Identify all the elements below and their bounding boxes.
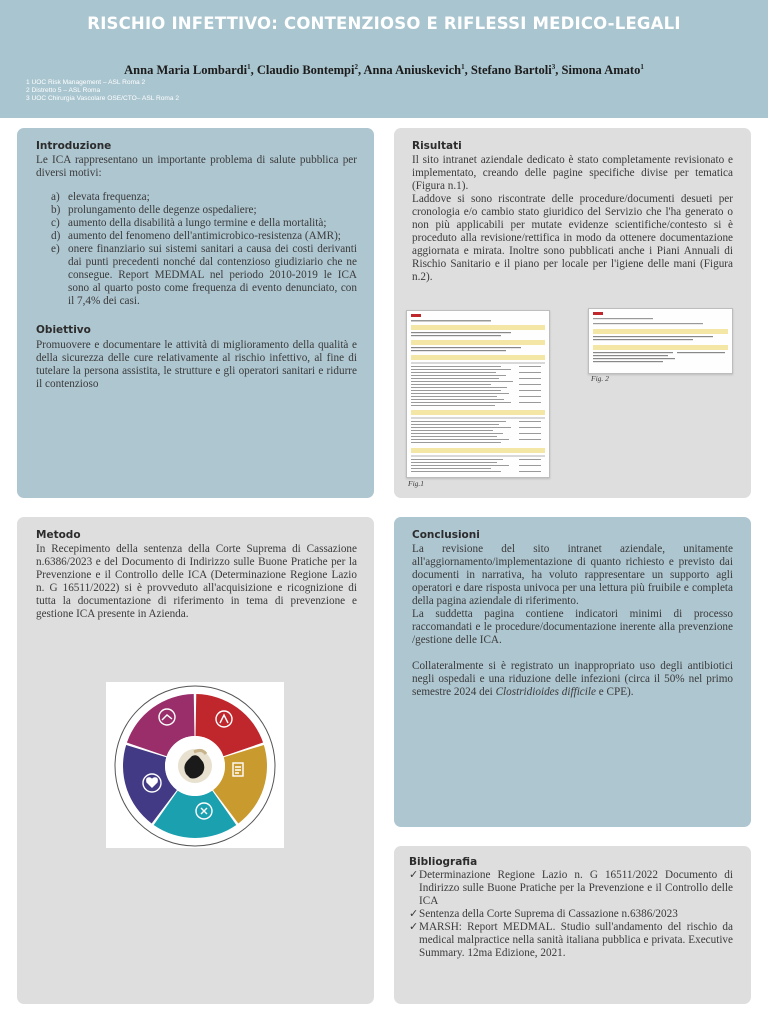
figure-2-caption: Fig. 2 xyxy=(591,374,609,383)
intro-list-item: b) prolungamento delle degenze ospedaliere; xyxy=(51,204,257,216)
intro-list-item: d) aumento del fenomeno dell'antimicrobico-resistenza (AMR); xyxy=(51,230,341,242)
risultati-panel xyxy=(394,128,751,498)
figure-1-page xyxy=(407,311,549,477)
ica-prevention-wheel xyxy=(106,682,284,848)
bibliografia-panel xyxy=(394,846,751,1004)
obiettivo-heading: Obiettivo xyxy=(36,324,91,336)
reference-item: ✓ MARSH: Report MEDMAL. Studio sull'andamento del rischio da medical malpractice nella sanità italiana pubblica e privata. Executive Summary. 12ma Edizione, 2021. xyxy=(409,921,733,959)
figure-1-caption: Fig.1 xyxy=(408,479,425,488)
affiliation-1: 1 UOC Risk Management – ASL Roma 2 xyxy=(26,79,146,86)
author-2: Claudio Bontempi$^2$, xyxy=(256,63,364,78)
conclusioni-text-2: Collateralmente si è registrato un inappropriato uso degli antibiotici negli ospedali e una riduzione delle infezioni (circa il 50% nel primo semestre 2024 dei Clostridioides difficile e CPE). xyxy=(412,660,733,698)
reference-item: ✓ Determinazione Regione Lazio n. G 16511/2022 Documento di Indirizzo sulle Buone Pratiche per la Prevenzione e il Controllo delle ICA xyxy=(409,869,733,907)
poster-header xyxy=(0,0,768,118)
intro-list-item: a) elevata frequenza; xyxy=(51,191,150,203)
intro-text: Le ICA rappresentano un importante problema di salute pubblica per diversi motivi: xyxy=(36,154,357,179)
bibliografia-heading: Bibliografia xyxy=(409,856,478,868)
check-icon: ✓ xyxy=(409,908,419,920)
conclusioni-heading: Conclusioni xyxy=(412,529,480,541)
affiliation-3: 3 UOC Chirurgia Vascolare OSE/CTO– ASL Roma 2 xyxy=(26,95,180,102)
figure-2-image xyxy=(588,308,733,374)
author-1: Anna Maria Lombardi$^1$, xyxy=(124,63,257,78)
reference-item: ✓ Sentenza della Corte Suprema di Cassazione n.6386/2023 xyxy=(409,908,678,920)
author-3: Anna Aniuskevich$^1$, xyxy=(363,63,471,78)
obiettivo-text: Promuovere e documentare le attività di miglioramento della qualità e della sicurezza delle cure relativamente al rischio infettivo, al fine di tutelare la persona assistita, le strutture e gli operatori sanitari e ridurre il contenzioso xyxy=(36,339,357,390)
intro-list xyxy=(36,191,357,308)
conclusioni-panel xyxy=(394,517,751,827)
intro-list-item: e) onere finanziario sui sistemi sanitari a causa dei costi derivanti dai punti precedenti nonché dal contenzioso giudiziario che ne consegue. Report MEDMAL nel periodo 2010-2019 le ICA sono al quarto posto come frequenza di evento denunciato, con il 7,4% dei casi. xyxy=(51,243,357,307)
intro-heading: Introduzione xyxy=(36,140,112,152)
figure-1-image xyxy=(406,310,550,478)
intro-list-item: c) aumento della disabilità a lungo termine e della mortalità; xyxy=(51,217,327,229)
bibliografia-list xyxy=(409,869,733,960)
poster-title: RISCHIO INFETTIVO: CONTENZIOSO E RIFLESSI MEDICO-LEGALI xyxy=(87,14,681,33)
intro-panel xyxy=(17,128,374,498)
risultati-heading: Risultati xyxy=(412,140,462,152)
metodo-text: In Recepimento della sentenza della Corte Suprema di Cassazione n.6386/2023 e del Documento di Indirizzo sulle Buone Pratiche per la Prevenzione e il Controllo delle ICA (Determinazione Regione Lazio n. G 16511/2022) si è provveduto all'acquisizione e ricognizione di tutta la documentazione di riferimento in tema di prevenzione e gestione ICA presente in Azienda. xyxy=(36,543,357,620)
check-icon: ✓ xyxy=(409,921,419,933)
affiliation-2: 2 Distretto 5 – ASL Roma xyxy=(26,87,101,94)
figure-2-page xyxy=(589,309,732,373)
conclusioni-text-1: La revisione del sito intranet aziendale, unitamente all'aggiornamento/implementazione di quanto richiesto e previsto dai documenti in narrativa, ha voluto rappresentare un supporto agli operatori e dare risposta univoca per una lettura più fruibile e completa della pagina aziendale di riferimento. La suddetta pagina contiene indicatori minimi di processo raccomandati e le procedure/documentazione inerente alla prevenzione /gestione delle ICA. xyxy=(412,543,733,646)
ica-wheel-figure xyxy=(106,682,284,848)
risultati-text: Il sito intranet aziendale dedicato è stato completamente revisionato e implementato, creando delle pagine specifiche divise per tematica (Figura n.1). Laddove si sono riscontrate delle procedure/documenti desueti per cronologia e/o cambio stato giuridico del Servizio che l'ha generato o non più applicabili per mutate evidenze scientifiche/contesto si è proceduto alla revisione/rettifica in modo da ottenere documentazione aggiornata e mirata. Inoltre sono pubblicati anche i Piani Annuali di Rischio Sanitario e il piano per locale per l'igiene delle mani (Figura n.2). xyxy=(412,154,733,283)
check-icon: ✓ xyxy=(409,869,419,881)
metodo-panel xyxy=(17,517,374,1004)
author-list xyxy=(0,63,768,78)
metodo-heading: Metodo xyxy=(36,529,81,541)
author-5: Simona Amato$^1$ xyxy=(561,63,644,78)
author-4: Stefano Bartoli$^3$, xyxy=(470,63,562,78)
